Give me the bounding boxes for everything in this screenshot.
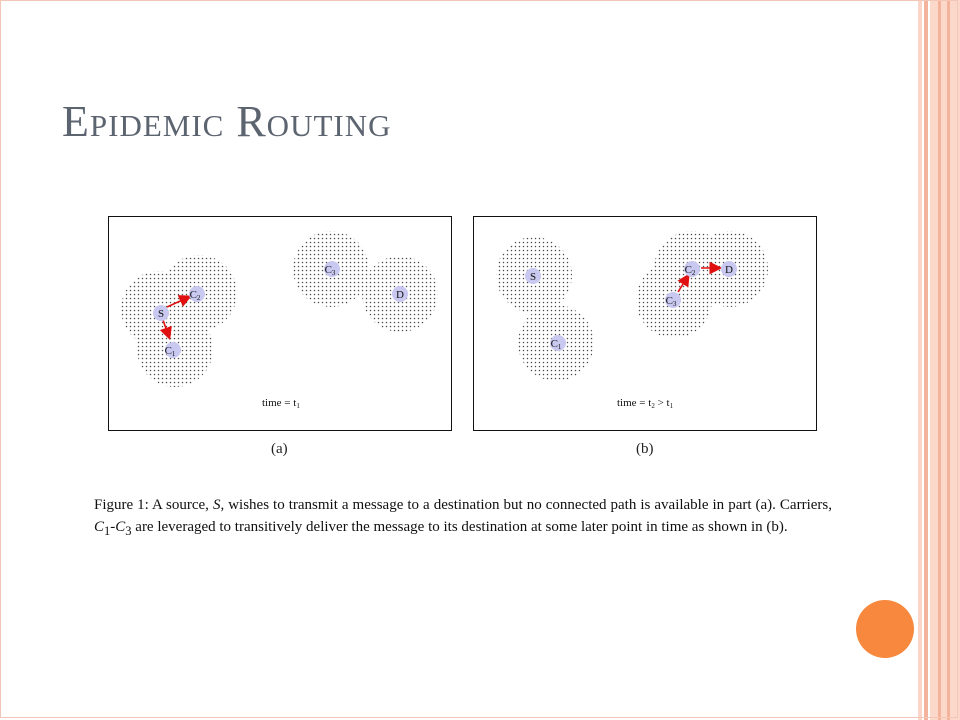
node-d: [392, 286, 408, 302]
node-c3: [324, 261, 340, 277]
figure-caption: Figure 1: A source, S, wishes to transmit a message to a destination but no connected path is available in part (a). Carriers, $C_1-C_3$ are leveraged to transitively deliver the message to its destination at some later point in time as shown in (b).: [94, 497, 832, 538]
panel-b-caption: (b): [636, 441, 654, 457]
svg-text:C1: C1: [164, 345, 176, 358]
panel-a-caption: (a): [271, 441, 288, 457]
decorative-orange-circle: [856, 600, 914, 658]
node-c3: [665, 292, 681, 308]
time-label-a: time = t1: [262, 397, 300, 410]
frame-stripe: [930, 0, 960, 720]
svg-text:D: D: [725, 264, 733, 276]
slide-title: Epidemic Routing: [62, 97, 392, 146]
panel-a-diagram: [109, 217, 453, 432]
svg-text:C2: C2: [684, 264, 696, 277]
node-d: [721, 261, 737, 277]
panel-b-diagram: [474, 217, 818, 432]
svg-text:C2: C2: [189, 289, 201, 302]
node-s: [525, 268, 541, 284]
svg-text:C3: C3: [665, 295, 677, 308]
frame-stripe: [924, 0, 928, 720]
time-label-b: time = t2 > t1: [617, 397, 674, 410]
svg-text:S: S: [157, 308, 165, 320]
panel-a: [108, 216, 452, 431]
panel-b: [473, 216, 817, 431]
node-c1: [550, 335, 566, 351]
node-c2: [684, 261, 700, 277]
node-c1: [165, 342, 181, 358]
svg-text:D: D: [396, 289, 404, 301]
svg-text:C1: C1: [550, 338, 562, 351]
node-s: [153, 305, 169, 321]
frame-stripe: [947, 0, 950, 720]
node-c2: [189, 286, 205, 302]
svg-text:C3: C3: [324, 264, 336, 277]
frame-stripe: [918, 0, 922, 720]
svg-text:S: S: [529, 271, 537, 283]
frame-stripe: [938, 0, 941, 720]
